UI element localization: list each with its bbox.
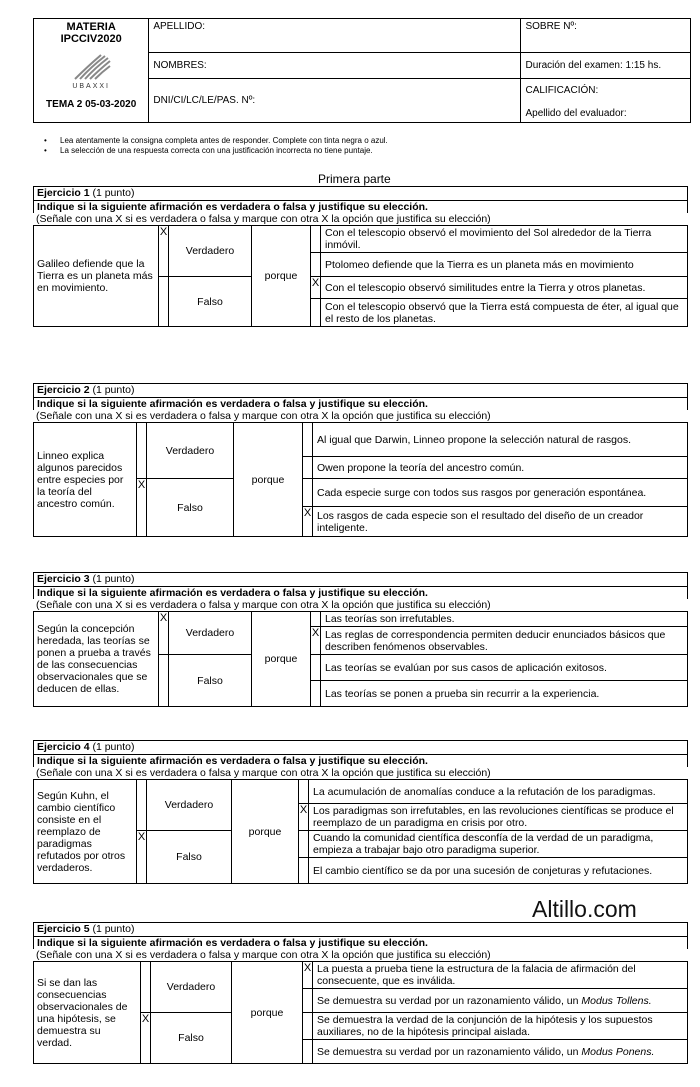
false-label: Falso [147, 831, 232, 884]
justification-option: Las teorías son irrefutables. [321, 612, 688, 627]
exercise-note: (Señale con una X si es verdadera o falsa y marque con otra X la opción que justifica su elección) [36, 410, 491, 422]
justification-option: Ptolomeo defiende que la Tierra es un planeta más en movimiento [321, 253, 688, 277]
exercise-note: (Señale con una X si es verdadera o falsa y marque con otra X la opción que justifica su elección) [36, 599, 491, 611]
exercise-note: (Señale con una X si es verdadera o falsa y marque con otra X la opción que justifica su elección) [36, 767, 491, 779]
exercise-instruction: Indique si la siguiente afirmación es verdadera o falsa y justifique su elección. [33, 936, 688, 949]
justification-option: Se demuestra su verdad por un razonamiento válido, un Modus Tollens. [313, 989, 688, 1013]
option-checkbox[interactable] [299, 831, 309, 858]
exercise-instruction: Indique si la siguiente afirmación es verdadera o falsa y justifique su elección. [33, 586, 688, 599]
justification-option: El cambio científico se da por una sucesión de conjeturas y refutaciones. [309, 858, 688, 884]
option-checkbox[interactable] [303, 479, 313, 507]
porque-label: porque [232, 962, 303, 1064]
exercise-instruction: Indique si la siguiente afirmación es verdadera o falsa y justifique su elección. [33, 397, 688, 410]
option-checkbox[interactable] [299, 780, 309, 804]
instruction-item: • Lea atentamente la consigna completa antes de responder. Complete con tinta negra o azul. [60, 136, 388, 146]
statement: Según la concepción heredada, las teorías se ponen a prueba a través de las consecuencias observacionales que se deducen de ellas. [34, 612, 159, 707]
justification-option: La acumulación de anomalías conduce a la refutación de los paradigmas. [309, 780, 688, 804]
exam-header [33, 18, 691, 123]
option-italic: Modus Ponens. [581, 1045, 655, 1058]
false-label: Falso [169, 277, 252, 327]
evaluator-label: Apellido del evaluador: [525, 108, 627, 119]
justification-option: Con el telescopio observó similitudes entre la Tierra y otros planetas. [321, 277, 688, 299]
section-title: Primera parte [318, 172, 391, 186]
exercise-table [33, 422, 688, 537]
tema-date: TEMA 2 05-03-2020 [46, 99, 137, 110]
apellido-field[interactable]: APELLIDO: [149, 19, 521, 53]
true-label: Verdadero [147, 780, 232, 831]
justification-option: Owen propone la teoría del ancestro común. [313, 457, 688, 479]
porque-label: porque [252, 226, 311, 327]
option-checkbox[interactable]: X [303, 962, 313, 989]
true-checkbox[interactable]: X [159, 612, 169, 655]
materia-label: MATERIA [66, 21, 116, 33]
exercise-title: Ejercicio 5 (1 punto) [33, 922, 688, 936]
sobre-field[interactable]: SOBRE Nº: [521, 19, 691, 53]
nombres-field[interactable]: NOMBRES: [149, 53, 521, 79]
option-checkbox[interactable]: X [303, 507, 313, 537]
false-label: Falso [147, 479, 234, 537]
option-checkbox[interactable] [303, 1040, 313, 1064]
justification-option: Cuando la comunidad científica desconfía de la verdad de un paradigma, empieza a trabajar bajo otro paradigma superior. [309, 831, 688, 858]
exercise-title: Ejercicio 3 (1 punto) [33, 572, 688, 586]
porque-label: porque [252, 612, 311, 707]
porque-label: porque [234, 423, 303, 537]
option-checkbox[interactable] [311, 681, 321, 707]
false-checkbox[interactable]: X [137, 831, 147, 884]
option-checkbox[interactable] [299, 858, 309, 884]
exercise-note: (Señale con una X si es verdadera o falsa y marque con otra X la opción que justifica su elección) [36, 949, 491, 961]
true-label: Verdadero [147, 423, 234, 479]
duration-text: Duración del examen: 1:15 hs. [521, 53, 691, 79]
justification-option: Cada especie surge con todos sus rasgos por generación espontánea. [313, 479, 688, 507]
justification-option: Las teorías se evalúan por sus casos de aplicación exitosos. [321, 655, 688, 681]
true-checkbox[interactable] [137, 423, 147, 479]
exercise-title: Ejercicio 4 (1 punto) [33, 740, 688, 754]
justification-option: Se demuestra la verdad de la conjunción de la hipótesis y los supuestos auxiliares, no de la hipótesis principal aislada. [313, 1013, 688, 1040]
false-label: Falso [169, 655, 252, 707]
option-checkbox[interactable] [303, 423, 313, 457]
option-checkbox[interactable]: X [311, 277, 321, 299]
true-label: Verdadero [151, 962, 232, 1013]
statement: Si se dan las consecuencias observacionales de una hipótesis, se demuestra su verdad. [34, 962, 141, 1064]
exercise-title: Ejercicio 1 (1 punto) [33, 186, 688, 200]
statement: Según Kuhn, el cambio científico consiste en el reemplazo de paradigmas refutados por otros verdaderos. [34, 780, 137, 884]
calificacion-label: CALIFICACIÓN: [525, 85, 599, 96]
exercise-table [33, 225, 688, 327]
exercise-3 [33, 572, 688, 707]
true-checkbox[interactable] [141, 962, 151, 1013]
true-checkbox[interactable]: X [159, 226, 169, 277]
exercise-instruction: Indique si la siguiente afirmación es verdadera o falsa y justifique su elección. [33, 754, 688, 767]
exercise-instruction: Indique si la siguiente afirmación es verdadera o falsa y justifique su elección. [33, 200, 688, 213]
justification-option: La puesta a prueba tiene la estructura de la falacia de afirmación del consecuente, que es inválida. [313, 962, 688, 989]
exercise-5 [33, 922, 688, 1064]
option-checkbox[interactable] [311, 612, 321, 627]
justification-option: Las teorías se ponen a prueba sin recurrir a la experiencia. [321, 681, 688, 707]
dni-field[interactable]: DNI/CI/LC/LE/PAS. Nº: [149, 79, 521, 123]
justification-option: Las reglas de correspondencia permiten deducir enunciados básicos que describen fenómenos observables. [321, 627, 688, 655]
option-checkbox[interactable] [311, 253, 321, 277]
false-checkbox[interactable] [159, 655, 169, 707]
true-label: Verdadero [169, 612, 252, 655]
exercise-4 [33, 740, 688, 884]
justification-option: Se demuestra su verdad por un razonamiento válido, un Modus Ponens. [313, 1040, 688, 1064]
false-label: Falso [151, 1013, 232, 1064]
option-checkbox[interactable] [303, 989, 313, 1013]
watermark: Altillo.com [532, 896, 637, 922]
porque-label: porque [232, 780, 299, 884]
statement: Linneo explica algunos parecidos entre especies por la teoría del ancestro común. [34, 423, 137, 537]
true-checkbox[interactable] [137, 780, 147, 831]
false-checkbox[interactable]: X [137, 479, 147, 537]
justification-option: Los rasgos de cada especie son el resultado del diseño de un creador inteligente. [313, 507, 688, 537]
ubaxxi-logo [71, 53, 111, 81]
option-checkbox[interactable] [311, 299, 321, 327]
exercise-1 [33, 186, 688, 327]
justification-option: Los paradigmas son irrefutables, en las revoluciones científicas se produce el reemplazo de un paradigma en crisis por otro. [309, 804, 688, 831]
option-checkbox[interactable] [303, 1013, 313, 1040]
instructions-list [60, 136, 388, 156]
option-checkbox[interactable] [311, 226, 321, 253]
exercise-title: Ejercicio 2 (1 punto) [33, 383, 688, 397]
logo-text: UBAXXI [72, 83, 111, 90]
true-label: Verdadero [169, 226, 252, 277]
materia-code: IPCCIV2020 [60, 33, 122, 45]
exercise-note: (Señale con una X si es verdadera o falsa y marque con otra X la opción que justifica su elección) [36, 213, 491, 225]
option-italic: Modus Tollens. [581, 994, 652, 1007]
false-checkbox[interactable] [159, 277, 169, 327]
exercise-table [33, 779, 688, 884]
justification-option: Con el telescopio observó el movimiento del Sol alrededor de la Tierra inmóvil. [321, 226, 688, 253]
exercise-table [33, 611, 688, 707]
option-checkbox[interactable]: X [299, 804, 309, 831]
statement: Galileo defiende que la Tierra es un planeta más en movimiento. [34, 226, 159, 327]
option-checkbox[interactable] [303, 457, 313, 479]
false-checkbox[interactable]: X [141, 1013, 151, 1064]
justification-option: Con el telescopio observó que la Tierra está compuesta de éter, al igual que el resto de los planetas. [321, 299, 688, 327]
exercise-2 [33, 383, 688, 537]
grade-cell [521, 79, 691, 123]
instruction-item: • La selección de una respuesta correcta con una justificación incorrecta no tiene puntaje. [60, 146, 388, 156]
option-checkbox[interactable]: X [311, 627, 321, 655]
subject-cell [34, 19, 149, 123]
exercise-table [33, 961, 688, 1064]
justification-option: Al igual que Darwin, Linneo propone la selección natural de rasgos. [313, 423, 688, 457]
option-checkbox[interactable] [311, 655, 321, 681]
